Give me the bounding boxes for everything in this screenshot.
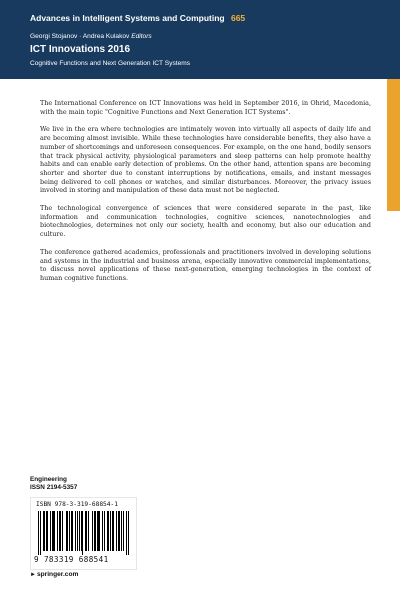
barcode-bar <box>52 511 53 551</box>
publisher-link[interactable] <box>30 571 78 578</box>
barcode-bar <box>38 511 39 555</box>
series-name: Advances in Intelligent Systems and Computing <box>30 13 225 23</box>
barcode-bar <box>50 511 51 551</box>
issn-number: ISSN 2194-5357 <box>30 484 78 492</box>
barcode-bar <box>116 511 117 551</box>
editor-role: Editors <box>131 33 152 40</box>
barcode-bar <box>47 511 48 551</box>
barcode-bar <box>67 511 68 551</box>
editor-names: Georgi Stojanov · Andrea Kulakov <box>30 33 130 40</box>
barcode-bar <box>85 511 86 551</box>
barcode-bar <box>112 511 113 551</box>
barcode-bar <box>88 511 89 551</box>
barcode-bar <box>113 511 114 551</box>
blurb-paragraph: The technological convergence of sciences that were considered separate in the past, like information and communication technologies, cognitive sciences, nanotechnologies and biotechnologies, determines not only our society, health and economy, but also our education and culture. <box>40 204 371 239</box>
publisher-url: springer.com <box>36 571 79 578</box>
barcode-bar <box>110 511 111 551</box>
barcode-bar <box>94 511 95 551</box>
editors-line <box>30 33 152 40</box>
barcode-bar <box>57 511 58 551</box>
book-title: ICT Innovations 2016 <box>30 44 131 55</box>
barcode-bar <box>60 511 61 551</box>
barcode-bar <box>69 511 70 551</box>
barcode-bar <box>79 511 80 551</box>
subject-label: Engineering <box>30 476 67 483</box>
barcode-bar <box>82 511 83 555</box>
barcode-bar <box>128 511 129 555</box>
subject-block <box>30 476 77 493</box>
barcode-bar <box>53 511 54 551</box>
arrow-right-icon: ► <box>30 572 36 578</box>
ean-digits: 9 783319 688541 <box>34 555 109 564</box>
blurb-paragraph: The conference gathered academics, professionals and practitioners involved in developing solutions and systems in the industrial and business arena, especially innovative commercial implementations, to discuss novel applications of these next-generation, emerging technologies in the context of human cognitive functions. <box>40 247 371 282</box>
barcode-bar <box>98 511 99 551</box>
barcode-bar <box>54 511 55 551</box>
blurb-text <box>40 99 371 292</box>
barcode-bar <box>97 511 98 551</box>
barcode-bar <box>86 511 87 551</box>
isbn-number: ISBN 978-3-319-68854-1 <box>36 501 118 508</box>
barcode-bar <box>66 511 67 551</box>
barcode-box <box>30 497 137 570</box>
blurb-paragraph: The International Conference on ICT Innovations was held in September 2016, in Ohrid, Macedonia, with the main topic "Cognitive Functions and Next Generation ICT Systems". <box>40 99 371 116</box>
barcode-bar <box>40 511 41 555</box>
barcode-bar <box>119 511 120 551</box>
barcode-bar <box>46 511 47 551</box>
barcode-bar <box>126 511 127 555</box>
barcode-bar <box>75 511 76 551</box>
barcode-bar <box>59 511 60 551</box>
cover-header-band <box>0 0 400 79</box>
barcode-bar <box>95 511 96 551</box>
barcode-bar <box>77 511 78 551</box>
barcode-image <box>38 511 130 555</box>
accent-bar <box>387 79 400 211</box>
barcode-bar <box>92 511 93 551</box>
barcode-bar <box>81 511 82 551</box>
blurb-paragraph: We live in the era where technologies are intimately woven into virtually all aspects of daily life and are becoming almost invisible. While these technologies have considerable benefits, they also have a number of shortcomings and unforeseen consequences. For example, on the one hand, bodily sensors that track physical activity, physiological parameters and sleep patterns can help promote healthy habits and can enable early detection of problems. On the other hand, attention spans are becoming shorter and shorter due to constant interruptions by notifications, emails, and instant messages being delivered to cell phones or watches, and similar disturbances. Moreover, the privacy issues involved in storing and manipulation of these data must not be neglected. <box>40 125 371 195</box>
barcode-bar <box>104 511 105 551</box>
barcode-bar <box>121 511 122 551</box>
barcode-bar <box>71 511 72 551</box>
barcode-bar <box>72 511 73 551</box>
series-number: 665 <box>230 13 246 23</box>
barcode-bar <box>123 511 124 551</box>
barcode-bar <box>102 511 103 551</box>
barcode-bar <box>99 511 100 551</box>
barcode-bar <box>43 511 44 551</box>
barcode-bar <box>107 511 108 551</box>
barcode-bar <box>108 511 109 551</box>
barcode-bar <box>118 511 119 551</box>
book-subtitle: Cognitive Functions and Next Generation ICT Systems <box>30 60 191 67</box>
barcode-bar <box>44 511 45 551</box>
series-line <box>30 13 245 23</box>
barcode-bar <box>62 511 63 551</box>
